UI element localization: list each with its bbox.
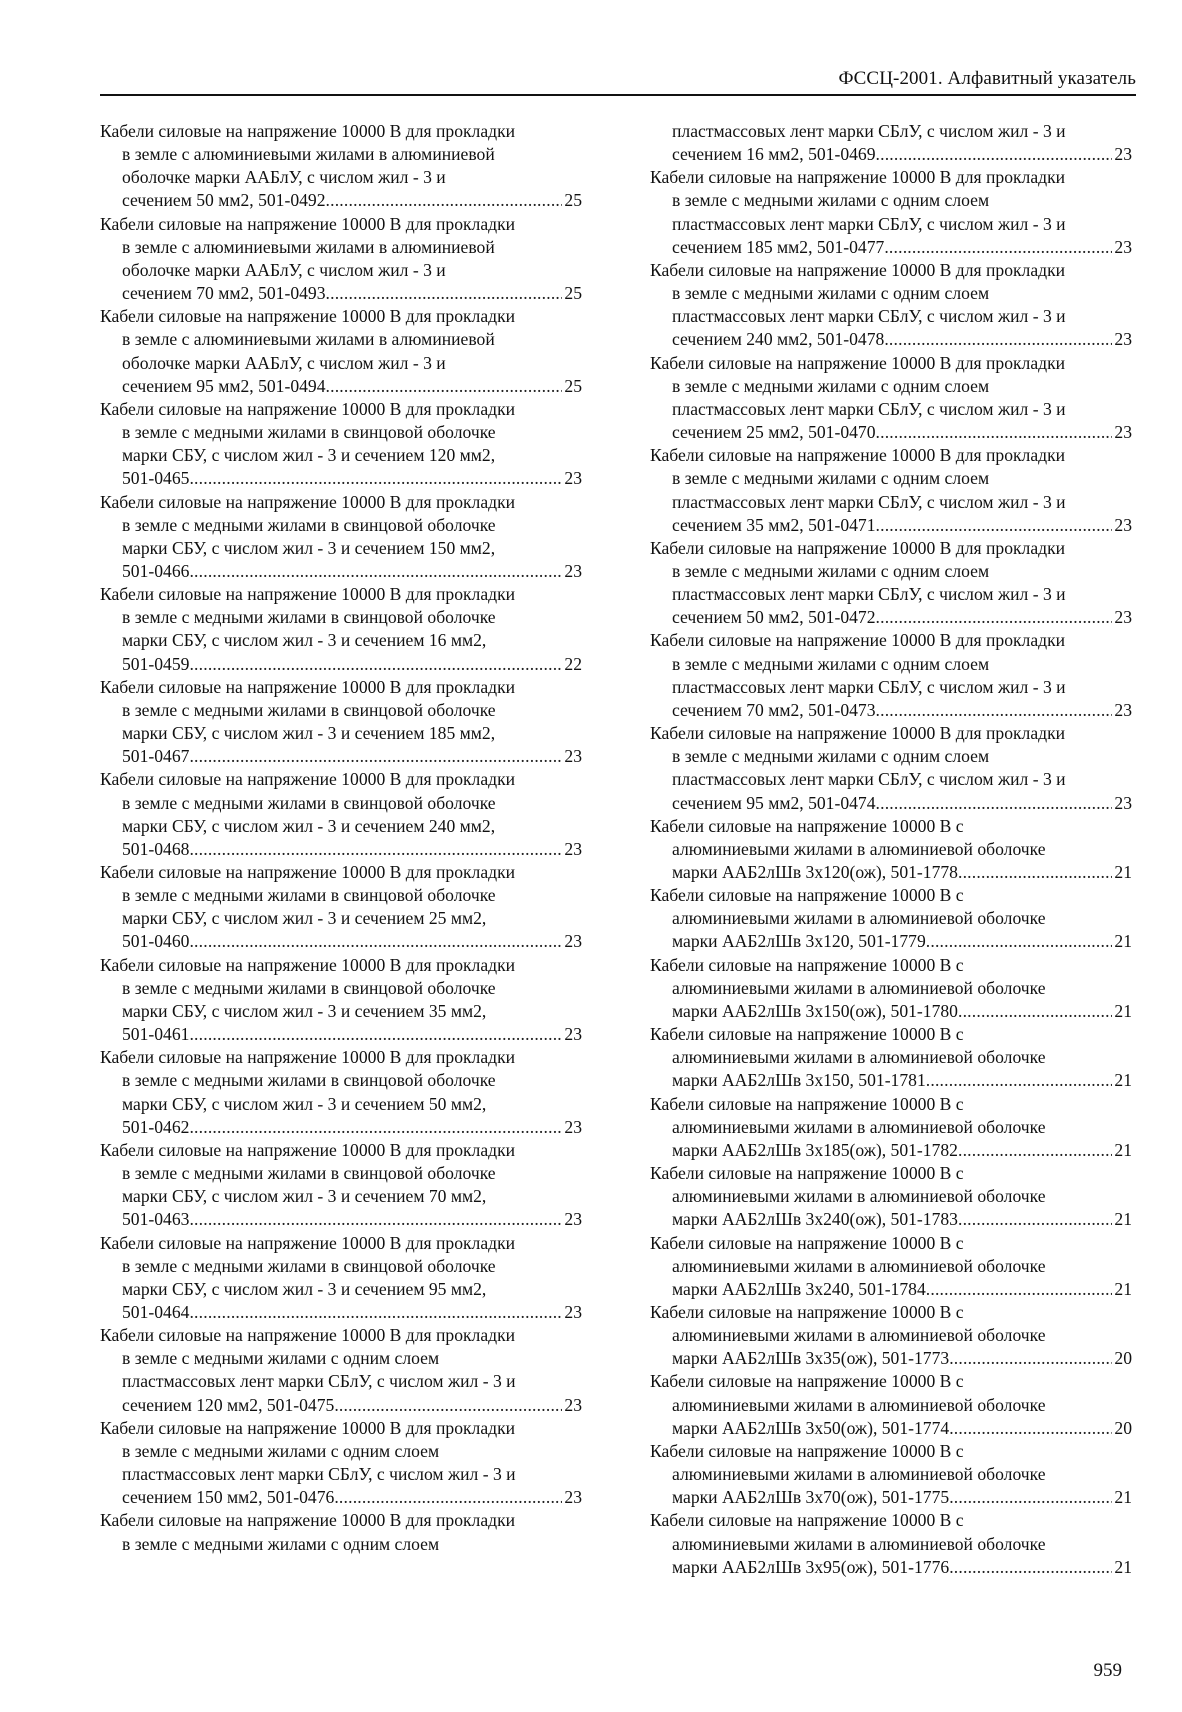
entry-heading-line: Кабели силовые на напряжение 10000 В для прокладки [650,537,1066,558]
index-entry [100,491,582,584]
entry-heading-line: Кабели силовые на напряжение 10000 В для прокладки [100,862,516,882]
entry-line: в земле с медными жилами в свинцовой оболочке [122,607,496,628]
index-entry [100,213,582,306]
entry-page-ref: 23 [564,1394,582,1415]
entry-code-line [650,328,1132,351]
entry-line: в земле с медными жилами с одним слоем [672,560,990,581]
dot-leader [326,375,563,398]
entry-code: марки ААБ2лШв 3х240, 501-1784 [672,1278,926,1299]
entry-line: пластмассовых лент марки СБлУ, с числом жил - 3 и [672,491,1066,512]
index-column-right [650,120,1132,1579]
entry-page-ref: 21 [1114,1000,1132,1021]
dot-leader [189,653,562,676]
entry-code-line [650,1417,1132,1440]
dot-leader [334,1486,562,1509]
entry-page-ref: 21 [1114,1139,1132,1160]
page-number: 959 [1093,1660,1122,1681]
index-entry [100,1139,582,1232]
entry-code-line [650,514,1132,537]
dot-leader [189,930,562,953]
entry-code-line [650,236,1132,259]
entry-code: марки ААБ2лШв 3х70(ож), 501-1775 [672,1487,950,1508]
index-entry [100,1324,582,1417]
entry-code: марки ААБ2лШв 3х95(ож), 501-1776 [672,1556,950,1577]
entry-line: в земле с медными жилами в свинцовой оболочке [122,514,496,535]
entry-line: в земле с медными жилами с одним слоем [672,468,990,489]
entry-line: марки СБУ, с числом жил - 3 и сечением 150 мм2, [122,537,496,558]
entry-code: марки ААБ2лШв 3х185(ож), 501-1782 [672,1139,958,1160]
index-entry [650,1162,1132,1231]
entry-line: алюминиевыми жилами в алюминиевой оболочке [672,1464,1046,1485]
entry-line: в земле с медными жилами с одним слоем [672,653,990,674]
entry-code: 501-0465 [122,468,190,489]
entry-line: пластмассовых лент марки СБлУ, с числом жил - 3 и [672,306,1066,327]
entry-heading-line: Кабели силовые на напряжение 10000 В для прокладки [650,723,1066,744]
entry-code-line [100,653,582,676]
entry-line: в земле с медными жилами в свинцовой оболочке [122,977,496,998]
entry-heading-line: Кабели силовые на напряжение 10000 В с [650,954,964,975]
entry-line: в земле с медными жилами в свинцовой оболочке [122,422,496,443]
entry-heading-line: Кабели силовые на напряжение 10000 В с [650,1440,964,1461]
entry-code-line [100,1208,582,1231]
dot-leader [876,421,1113,444]
entry-heading-line: Кабели силовые на напряжение 10000 В с [650,1371,964,1392]
entry-code-line [650,792,1132,815]
entry-code-line [650,1139,1132,1162]
entry-code: 501-0460 [122,931,190,952]
entry-line: в земле с медными жилами в свинцовой оболочке [122,885,496,906]
index-entry [650,1093,1132,1162]
entry-line: в земле с медными жилами в свинцовой оболочке [122,1163,496,1184]
dot-leader [884,236,1112,259]
index-entry [100,1509,582,1555]
entry-line: алюминиевыми жилами в алюминиевой оболочке [672,1394,1046,1415]
index-entry [650,629,1132,722]
index-entry [100,1232,582,1325]
entry-code-line [650,1486,1132,1509]
entry-line: оболочке марки ААБлУ, с числом жил - 3 и [122,259,446,280]
entry-code-line [100,1023,582,1046]
entry-page-ref: 23 [1114,422,1132,443]
dot-leader [876,699,1113,722]
entry-heading-line: Кабели силовые на напряжение 10000 В с [650,1510,964,1531]
dot-leader [189,745,562,768]
entry-code-line [650,1278,1132,1301]
dot-leader [876,792,1113,815]
dot-leader [876,606,1113,629]
index-entry [100,120,582,213]
dot-leader [949,1347,1112,1370]
index-entry [650,815,1132,884]
dot-leader [958,1208,1112,1231]
entry-page-ref: 23 [1114,514,1132,535]
entry-code-line [100,1301,582,1324]
entry-code-line [100,560,582,583]
entry-line: оболочке марки ААБлУ, с числом жил - 3 и [122,167,446,188]
entry-line: алюминиевыми жилами в алюминиевой оболочке [672,838,1046,859]
entry-heading-line: Кабели силовые на напряжение 10000 В для прокладки [100,1047,516,1068]
entry-page-ref: 25 [564,283,582,304]
entry-heading-line: Кабели силовые на напряжение 10000 В для прокладки [100,306,516,327]
entry-heading-line: Кабели силовые на напряжение 10000 В для прокладки [100,1510,516,1531]
dot-leader [949,1417,1112,1440]
entry-line: в земле с медными жилами с одним слоем [672,375,990,396]
entry-code-line [650,1000,1132,1023]
entry-line: пластмассовых лент марки СБлУ, с числом жил - 3 и [672,121,1066,141]
index-entry [650,1440,1132,1509]
entry-code: сечением 50 мм2, 501-0492 [122,190,326,211]
entry-line: в земле с медными жилами с одним слоем [672,746,990,767]
dot-leader [326,282,563,305]
entry-line: алюминиевыми жилами в алюминиевой оболочке [672,1325,1046,1346]
entry-heading-line: Кабели силовые на напряжение 10000 В для прокладки [650,352,1066,373]
entry-page-ref: 23 [564,1487,582,1508]
entry-code-line [100,1116,582,1139]
entry-heading-line: Кабели силовые на напряжение 10000 В для прокладки [100,398,516,419]
index-entry [100,1046,582,1139]
dot-leader [189,1116,562,1139]
dot-leader [189,1301,562,1324]
entry-code-line [650,861,1132,884]
dot-leader [926,930,1113,953]
entry-page-ref: 23 [1114,607,1132,628]
entry-code-line [650,930,1132,953]
entry-code: сечением 240 мм2, 501-0478 [672,329,885,350]
entry-page-ref: 20 [1114,1417,1132,1438]
entry-code: марки ААБ2лШв 3х240(ож), 501-1783 [672,1209,958,1230]
entry-heading-line: Кабели силовые на напряжение 10000 В для прокладки [100,676,516,697]
entry-code-line [100,1394,582,1417]
dot-leader [926,1278,1113,1301]
index-entry [650,444,1132,537]
dot-leader [958,1139,1112,1162]
entry-heading-line: Кабели силовые на напряжение 10000 В для прокладки [100,1417,516,1438]
entry-line: марки СБУ, с числом жил - 3 и сечением 35 мм2, [122,1000,487,1021]
index-entry [650,954,1132,1023]
index-entry [650,120,1132,166]
entry-line: марки СБУ, с числом жил - 3 и сечением 95 мм2, [122,1278,487,1299]
entry-page-ref: 23 [564,1116,582,1137]
entry-heading-line: Кабели силовые на напряжение 10000 В с [650,1301,964,1322]
entry-page-ref: 23 [1114,329,1132,350]
entry-code-line [100,375,582,398]
entry-line: алюминиевыми жилами в алюминиевой оболочке [672,1186,1046,1207]
entry-line: пластмассовых лент марки СБлУ, с числом жил - 3 и [122,1371,516,1392]
index-entry [100,861,582,954]
index-entry [650,1370,1132,1439]
entry-heading-line: Кабели силовые на напряжение 10000 В для прокладки [100,1325,516,1346]
entry-code: марки ААБ2лШв 3х120, 501-1779 [672,931,926,952]
entry-code: 501-0461 [122,1024,190,1045]
entry-code: сечением 50 мм2, 501-0472 [672,607,876,628]
entry-heading-line: Кабели силовые на напряжение 10000 В с [650,1232,964,1253]
entry-page-ref: 23 [564,1301,582,1322]
index-entry [650,259,1132,352]
entry-code: сечением 70 мм2, 501-0493 [122,283,326,304]
entry-page-ref: 23 [564,1024,582,1045]
entry-line: алюминиевыми жилами в алюминиевой оболочке [672,1116,1046,1137]
entry-code: марки ААБ2лШв 3х150(ож), 501-1780 [672,1000,958,1021]
entry-code-line [650,1556,1132,1579]
entry-line: в земле с медными жилами в свинцовой оболочке [122,699,496,720]
index-entry [650,166,1132,259]
entry-line: пластмассовых лент марки СБлУ, с числом жил - 3 и [672,398,1066,419]
entry-line: марки СБУ, с числом жил - 3 и сечением 120 мм2, [122,445,496,466]
entry-line: пластмассовых лент марки СБлУ, с числом жил - 3 и [672,584,1066,605]
entry-code-line [100,282,582,305]
dot-leader [926,1069,1113,1092]
entry-heading-line: Кабели силовые на напряжение 10000 В для прокладки [650,630,1066,651]
dot-leader [958,861,1112,884]
entry-line: марки СБУ, с числом жил - 3 и сечением 50 мм2, [122,1093,487,1114]
entry-heading-line: Кабели силовые на напряжение 10000 В для прокладки [650,167,1066,188]
dot-leader [949,1556,1112,1579]
entry-code-line [100,467,582,490]
index-column-left [100,120,582,1556]
entry-code-line [650,421,1132,444]
entry-code: 501-0463 [122,1209,190,1230]
entry-code-line [100,1486,582,1509]
entry-heading-line: Кабели силовые на напряжение 10000 В для прокладки [100,1232,516,1253]
dot-leader [189,467,562,490]
entry-line: алюминиевыми жилами в алюминиевой оболочке [672,977,1046,998]
entry-line: марки СБУ, с числом жил - 3 и сечением 25 мм2, [122,908,487,929]
entry-heading-line: Кабели силовые на напряжение 10000 В для прокладки [100,213,516,234]
index-entry [650,722,1132,815]
entry-line: марки СБУ, с числом жил - 3 и сечением 240 мм2, [122,815,496,836]
entry-line: в земле с алюминиевыми жилами в алюминиевой [122,144,495,165]
entry-code: сечением 25 мм2, 501-0470 [672,422,876,443]
entry-code: сечением 185 мм2, 501-0477 [672,236,885,257]
entry-page-ref: 25 [564,375,582,396]
index-entry [650,1301,1132,1370]
index-entry [650,1509,1132,1578]
index-entry [100,954,582,1047]
entry-line: марки СБУ, с числом жил - 3 и сечением 185 мм2, [122,723,496,744]
entry-heading-line: Кабели силовые на напряжение 10000 В для прокладки [100,954,516,975]
entry-code: сечением 120 мм2, 501-0475 [122,1394,335,1415]
entry-heading-line: Кабели силовые на напряжение 10000 В для прокладки [100,491,516,512]
entry-line: алюминиевыми жилами в алюминиевой оболочке [672,908,1046,929]
entry-line: в земле с алюминиевыми жилами в алюминиевой [122,236,495,257]
dot-leader [958,1000,1112,1023]
entry-line: марки СБУ, с числом жил - 3 и сечением 16 мм2, [122,630,487,651]
entry-line: в земле с медными жилами с одним слоем [122,1440,440,1461]
entry-code: 501-0466 [122,560,190,581]
index-entry [650,352,1132,445]
entry-page-ref: 23 [564,560,582,581]
entry-page-ref: 22 [564,653,582,674]
entry-page-ref: 23 [1114,236,1132,257]
entry-heading-line: Кабели силовые на напряжение 10000 В для прокладки [100,769,516,790]
entry-code: сечением 35 мм2, 501-0471 [672,514,876,535]
dot-leader [189,1208,562,1231]
index-entry [100,768,582,861]
entry-page-ref: 21 [1114,1278,1132,1299]
entry-line: алюминиевыми жилами в алюминиевой оболочке [672,1047,1046,1068]
dot-leader [876,514,1113,537]
entry-page-ref: 23 [564,931,582,952]
entry-page-ref: 21 [1114,862,1132,882]
entry-code-line [650,1347,1132,1370]
entry-page-ref: 21 [1114,1209,1132,1230]
entry-code: 501-0467 [122,746,190,767]
entry-code-line [650,699,1132,722]
entry-heading-line: Кабели силовые на напряжение 10000 В для прокладки [100,1139,516,1160]
entry-code: марки ААБ2лШв 3х150, 501-1781 [672,1070,926,1091]
entry-code: сечением 95 мм2, 501-0474 [672,792,876,813]
entry-code-line [650,1069,1132,1092]
entry-code-line [650,606,1132,629]
dot-leader [884,328,1112,351]
entry-code-line [100,930,582,953]
header-rule [100,94,1136,96]
entry-line: алюминиевыми жилами в алюминиевой оболочке [672,1255,1046,1276]
entry-heading-line: Кабели силовые на напряжение 10000 В с [650,815,964,836]
entry-line: в земле с медными жилами с одним слоем [672,283,990,304]
entry-code-line [100,838,582,861]
entry-heading-line: Кабели силовые на напряжение 10000 В для прокладки [650,259,1066,280]
entry-heading-line: Кабели силовые на напряжение 10000 В с [650,1163,964,1184]
entry-line: пластмассовых лент марки СБлУ, с числом жил - 3 и [672,769,1066,790]
entry-page-ref: 23 [564,838,582,859]
entry-line: оболочке марки ААБлУ, с числом жил - 3 и [122,352,446,373]
entry-page-ref: 25 [564,190,582,211]
entry-page-ref: 20 [1114,1348,1132,1369]
entry-line: в земле с медными жилами в свинцовой оболочке [122,792,496,813]
dot-leader [334,1394,562,1417]
entry-line: алюминиевыми жилами в алюминиевой оболочке [672,1533,1046,1554]
dot-leader [189,1023,562,1046]
index-entry [650,884,1132,953]
entry-code: марки ААБ2лШв 3х50(ож), 501-1774 [672,1417,950,1438]
entry-page-ref: 23 [564,746,582,767]
entry-page-ref: 21 [1114,1487,1132,1508]
entry-heading-line: Кабели силовые на напряжение 10000 В с [650,885,964,906]
entry-page-ref: 21 [1114,1556,1132,1577]
entry-code-line [100,745,582,768]
entry-page-ref: 23 [1114,144,1132,165]
entry-code-line [650,1208,1132,1231]
dot-leader [326,189,563,212]
entry-heading-line: Кабели силовые на напряжение 10000 В для прокладки [100,121,516,141]
running-header-title: ФССЦ-2001. Алфавитный указатель [838,68,1136,89]
entry-code: 501-0468 [122,838,190,859]
index-entry [650,1023,1132,1092]
entry-page-ref: 23 [564,1209,582,1230]
entry-heading-line: Кабели силовые на напряжение 10000 В с [650,1093,964,1114]
entry-heading-line: Кабели силовые на напряжение 10000 В с [650,1024,964,1045]
entry-page-ref: 23 [1114,699,1132,720]
entry-line: в земле с медными жилами в свинцовой оболочке [122,1070,496,1091]
dot-leader [189,560,562,583]
entry-code-line [100,189,582,212]
index-entry [100,1417,582,1510]
index-entry [100,583,582,676]
entry-code: сечением 70 мм2, 501-0473 [672,699,876,720]
entry-page-ref: 21 [1114,1070,1132,1091]
entry-line: в земле с алюминиевыми жилами в алюминиевой [122,329,495,350]
entry-line: пластмассовых лент марки СБлУ, с числом жил - 3 и [672,213,1066,234]
entry-line: пластмассовых лент марки СБлУ, с числом жил - 3 и [122,1464,516,1485]
entry-code: сечением 16 мм2, 501-0469 [672,144,876,165]
index-entry [100,398,582,491]
dot-leader [876,143,1113,166]
dot-leader [949,1486,1112,1509]
entry-page-ref: 21 [1114,931,1132,952]
entry-code-line [650,143,1132,166]
entry-page-ref: 23 [1114,792,1132,813]
entry-heading-line: Кабели силовые на напряжение 10000 В для прокладки [650,445,1066,466]
entry-code: марки ААБ2лШв 3х120(ож), 501-1778 [672,862,958,882]
entry-page-ref: 23 [564,468,582,489]
dot-leader [189,838,562,861]
entry-code: 501-0464 [122,1301,190,1322]
entry-code: 501-0459 [122,653,190,674]
entry-line: в земле с медными жилами с одним слоем [122,1533,440,1554]
index-entry [100,305,582,398]
index-entry [650,537,1132,630]
entry-code: 501-0462 [122,1116,190,1137]
entry-line: пластмассовых лент марки СБлУ, с числом жил - 3 и [672,676,1066,697]
entry-line: в земле с медными жилами в свинцовой оболочке [122,1255,496,1276]
entry-line: марки СБУ, с числом жил - 3 и сечением 70 мм2, [122,1186,487,1207]
entry-code: сечением 150 мм2, 501-0476 [122,1487,335,1508]
index-entry [650,1232,1132,1301]
entry-code: сечением 95 мм2, 501-0494 [122,375,326,396]
entry-line: в земле с медными жилами с одним слоем [672,190,990,211]
index-entry [100,676,582,769]
entry-line: в земле с медными жилами с одним слоем [122,1348,440,1369]
entry-heading-line: Кабели силовые на напряжение 10000 В для прокладки [100,584,516,605]
entry-code: марки ААБ2лШв 3х35(ож), 501-1773 [672,1348,950,1369]
